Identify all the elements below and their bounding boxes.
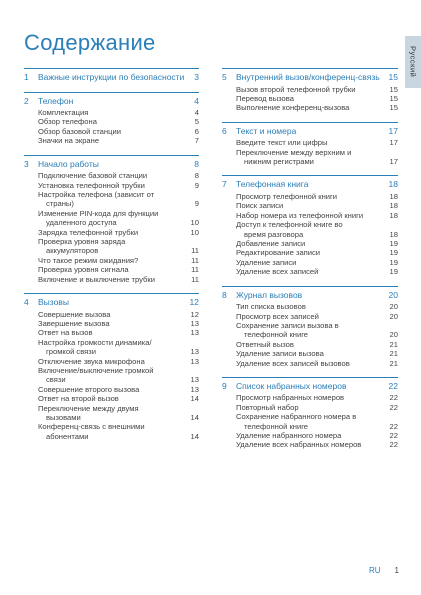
toc-entry[interactable] <box>222 157 398 166</box>
toc-entry-page: 4 <box>194 108 199 117</box>
toc-entry-title: Установка телефонной трубки <box>38 180 145 190</box>
toc-entry[interactable] <box>222 220 398 229</box>
toc-entry-title: Удаление всех набранных номеров <box>236 440 362 450</box>
toc-entry-page: 19 <box>389 267 398 277</box>
toc-section <box>24 155 199 284</box>
toc-right-column <box>222 68 398 459</box>
toc-entry-page: 20 <box>389 302 398 312</box>
toc-entry-title: Повторный набор <box>236 402 299 412</box>
section-title: Важные инструкции по безопасности <box>38 72 185 82</box>
toc-entry-title: Отключение звука микрофона <box>38 356 145 366</box>
toc-entry[interactable] <box>24 246 199 255</box>
toc-entry-page: 13 <box>190 384 199 394</box>
toc-entry-title: страны) <box>46 199 74 209</box>
toc-entry-title: Редактирование записи <box>236 248 321 258</box>
toc-entry-page: 13 <box>190 375 199 385</box>
toc-entry-page: 18 <box>389 191 398 201</box>
toc-entry-title: Зарядка телефонной трубки <box>38 227 139 237</box>
toc-entry[interactable] <box>24 117 199 126</box>
toc-entry[interactable] <box>222 94 398 103</box>
toc-entry-page: 22 <box>389 431 398 441</box>
toc-left-column <box>24 68 199 450</box>
toc-entry-page: 14 <box>190 431 199 441</box>
toc-section-heading[interactable] <box>24 297 199 308</box>
toc-entry[interactable] <box>222 239 398 248</box>
section-page: 20 <box>388 289 398 300</box>
toc-entry[interactable] <box>222 403 398 412</box>
toc-entry-page: 22 <box>389 402 398 412</box>
toc-entry[interactable] <box>222 201 398 210</box>
toc-entry[interactable] <box>24 357 199 366</box>
toc-section-heading[interactable] <box>222 72 398 83</box>
toc-entry-title: Включение и выключение трубки <box>38 274 155 284</box>
toc-entry-page: 11 <box>191 274 199 284</box>
section-page: 3 <box>194 72 199 82</box>
toc-entry[interactable] <box>24 181 199 190</box>
toc-entry-page: 8 <box>194 171 199 181</box>
toc-entry-title: Совершение второго вызова <box>38 384 140 394</box>
toc-entry-page: 18 <box>389 201 398 211</box>
section-number: 1 <box>24 72 29 82</box>
page-footer <box>369 566 399 575</box>
toc-entry[interactable] <box>24 136 199 145</box>
toc-section <box>24 293 199 441</box>
toc-entry[interactable] <box>222 393 398 402</box>
section-page: 18 <box>388 179 398 190</box>
toc-entry-title: связи <box>46 375 66 385</box>
toc-entry[interactable] <box>222 258 398 267</box>
toc-entry-title: аккумуляторов <box>46 246 99 256</box>
toc-entry-page: 19 <box>389 238 398 248</box>
toc-entry-title: Поиск записи <box>236 201 284 211</box>
toc-entry-title: Изменение PIN-кода для функции <box>38 208 159 218</box>
section-number: 2 <box>24 95 29 106</box>
toc-section-heading[interactable] <box>24 96 199 107</box>
toc-entry-title: громкой связи <box>46 347 97 357</box>
toc-entry[interactable] <box>24 413 199 422</box>
toc-entry-title: Значки на экране <box>38 136 100 146</box>
toc-entry-title: телефонной книге <box>244 330 309 340</box>
toc-entry-title: Тип списка вызовов <box>236 302 306 312</box>
toc-entry-title: Переключение между двумя <box>38 403 139 413</box>
toc-entry-title: Подключение базовой станции <box>38 171 148 181</box>
toc-section <box>24 68 199 83</box>
toc-entry-title: Удаление всех записей вызовов <box>236 358 350 368</box>
toc-section-heading[interactable] <box>222 381 398 392</box>
toc-entry-title: Сохранение набранного номера в <box>236 412 357 422</box>
toc-entry-page: 13 <box>190 347 199 357</box>
toc-entry[interactable] <box>222 340 398 349</box>
toc-entry-title: Перевод вызова <box>236 93 294 103</box>
toc-entry[interactable] <box>222 148 398 157</box>
toc-entry-page: 13 <box>190 318 199 328</box>
toc-section <box>222 68 398 113</box>
toc-entry[interactable] <box>24 347 199 356</box>
toc-entry-title: Удаление записи вызова <box>236 349 324 359</box>
toc-section-heading[interactable] <box>222 179 398 190</box>
section-page: 4 <box>194 95 199 106</box>
toc-entry[interactable] <box>24 190 199 199</box>
toc-entry-title: Добавление записи <box>236 238 306 248</box>
toc-entry-page: 13 <box>190 356 199 366</box>
toc-entry-title: Проверка уровня заряда <box>38 236 126 246</box>
toc-entry-page: 10 <box>190 227 199 237</box>
section-title: Телефон <box>38 95 74 106</box>
toc-entry-title: время разговора <box>244 229 304 239</box>
toc-entry[interactable] <box>222 440 398 449</box>
toc-entry[interactable] <box>222 349 398 358</box>
toc-entry[interactable] <box>222 359 398 368</box>
toc-entry-page: 18 <box>389 210 398 220</box>
toc-entry-page: 22 <box>389 393 398 403</box>
footer-language: RU <box>368 566 381 575</box>
toc-entry-page: 18 <box>389 229 398 239</box>
toc-entry[interactable] <box>24 228 199 237</box>
toc-entry-title: Комплектация <box>38 108 89 117</box>
toc-entry-page: 15 <box>389 84 398 94</box>
toc-entry-title: телефонной книге <box>244 421 309 431</box>
toc-entry-page: 11 <box>191 265 199 275</box>
toc-entry-page: 12 <box>190 309 199 319</box>
toc-entry-page: 7 <box>194 136 199 146</box>
toc-entry-page: 11 <box>191 255 199 265</box>
toc-entry[interactable] <box>222 431 398 440</box>
toc-entry-title: Переключение между верхним и <box>236 147 352 157</box>
language-tab-label: Русский <box>408 46 418 78</box>
toc-entry-page: 10 <box>190 218 199 228</box>
toc-entry-page: 11 <box>191 246 199 256</box>
toc-entry[interactable] <box>222 321 398 330</box>
toc-entry-title: Включение/выключение громкой <box>38 365 154 375</box>
toc-entry-title: Просмотр набранных номеров <box>236 393 345 403</box>
toc-section <box>24 92 199 146</box>
toc-entry[interactable] <box>24 209 199 218</box>
toc-entry[interactable] <box>24 375 199 384</box>
toc-entry[interactable] <box>24 422 199 431</box>
toc-section-heading[interactable] <box>24 72 199 83</box>
toc-entry[interactable] <box>24 127 199 136</box>
toc-entry-title: вызовами <box>46 412 81 422</box>
toc-entry-page: 5 <box>194 117 199 127</box>
toc-entry-title: Удаление набранного номера <box>236 431 342 441</box>
toc-entry-page: 15 <box>389 93 398 103</box>
toc-entry[interactable] <box>24 432 199 441</box>
toc-entry-page: 21 <box>389 358 398 368</box>
toc-entry[interactable] <box>222 230 398 239</box>
toc-entry-title: удаленного доступа <box>46 218 117 228</box>
toc-entry[interactable] <box>24 310 199 319</box>
toc-entry-page: 6 <box>194 126 199 136</box>
toc-entry-title: Обзор телефона <box>38 117 97 127</box>
section-number: 4 <box>24 297 29 307</box>
toc-section-heading[interactable] <box>222 290 398 301</box>
toc-entry-page: 22 <box>389 421 398 431</box>
toc-entry-title: Вызов второй телефонной трубки <box>236 84 356 94</box>
section-page: 12 <box>189 297 199 307</box>
toc-section-heading[interactable] <box>222 126 398 137</box>
toc-entry-title: Набор номера из телефонной книги <box>236 210 364 220</box>
toc-entry-title: Обзор базовой станции <box>38 126 121 136</box>
toc-entry[interactable] <box>222 103 398 112</box>
toc-entry-title: нижним регистрами <box>244 157 314 167</box>
section-title: Текст и номера <box>236 125 297 136</box>
language-tab <box>405 36 421 88</box>
section-page: 15 <box>388 72 398 82</box>
toc-entry[interactable] <box>222 267 398 276</box>
toc-entry[interactable] <box>222 248 398 257</box>
toc-entry-page: 9 <box>194 199 199 209</box>
toc-entry[interactable] <box>24 171 199 180</box>
toc-entry-title: Ответный вызов <box>236 339 294 349</box>
toc-section <box>222 122 398 167</box>
section-page: 17 <box>388 125 398 136</box>
toc-section <box>222 286 398 368</box>
toc-entry-title: Ответ на второй вызов <box>38 394 119 404</box>
toc-entry-title: абонентами <box>46 431 89 441</box>
section-number: 6 <box>222 125 227 136</box>
toc-section <box>222 377 398 450</box>
toc-entry-page: 20 <box>389 311 398 321</box>
toc-entry-page: 9 <box>194 180 199 190</box>
toc-entry-title: Удаление записи <box>236 257 297 267</box>
toc-entry-page: 13 <box>190 328 199 338</box>
section-title: Вызовы <box>38 297 69 307</box>
section-number: 3 <box>24 158 29 169</box>
section-title: Телефонная книга <box>236 179 309 190</box>
toc-entry-title: Сохранение записи вызова в <box>236 320 339 330</box>
section-title: Начало работы <box>38 158 99 169</box>
toc-entry-title: Настройка громкости динамика/ <box>38 337 152 347</box>
toc-entry[interactable] <box>24 394 199 403</box>
toc-entry-page: 21 <box>389 339 398 349</box>
toc-entry[interactable] <box>222 422 398 431</box>
toc-entry[interactable] <box>24 108 199 117</box>
section-page: 8 <box>194 158 199 169</box>
toc-entry-page: 17 <box>389 138 398 148</box>
section-number: 5 <box>222 72 227 82</box>
toc-entry[interactable] <box>24 237 199 246</box>
toc-entry-page: 22 <box>389 440 398 450</box>
toc-entry[interactable] <box>24 256 199 265</box>
section-number: 9 <box>222 380 227 391</box>
toc-entry[interactable] <box>24 338 199 347</box>
toc-entry-page: 21 <box>389 349 398 359</box>
toc-entry-page: 14 <box>190 394 199 404</box>
toc-entry-title: Просмотр телефонной книги <box>236 191 338 201</box>
toc-entry[interactable] <box>24 404 199 413</box>
toc-entry[interactable] <box>222 85 398 94</box>
toc-entry-title: Проверка уровня сигнала <box>38 265 129 275</box>
toc-entry[interactable] <box>24 319 199 328</box>
toc-entry[interactable] <box>24 265 199 274</box>
section-page: 22 <box>388 380 398 391</box>
toc-entry-title: Удаление всех записей <box>236 267 319 277</box>
toc-entry[interactable] <box>222 302 398 311</box>
toc-entry-page: 14 <box>190 412 199 422</box>
toc-entry-title: Ответ на вызов <box>38 328 93 338</box>
toc-entry-title: Выполнение конференц-вызова <box>236 103 350 113</box>
toc-entry-page: 17 <box>389 157 398 167</box>
section-title: Журнал вызовов <box>236 289 303 300</box>
toc-entry[interactable] <box>222 330 398 339</box>
page-title: Содержание <box>24 30 156 55</box>
toc-entry-page: 20 <box>389 330 398 340</box>
toc-entry[interactable] <box>222 412 398 421</box>
section-title: Внутренний вызов/конференц-связь <box>236 72 380 82</box>
toc-entry[interactable] <box>222 138 398 147</box>
toc-entry[interactable] <box>222 211 398 220</box>
footer-page-number: 1 <box>394 566 399 575</box>
toc-entry-title: Настройка телефона (зависит от <box>38 189 155 199</box>
section-number: 8 <box>222 289 227 300</box>
toc-entry-title: Что такое режим ожидания? <box>38 255 139 265</box>
toc-entry[interactable] <box>24 366 199 375</box>
toc-entry-page: 15 <box>389 103 398 113</box>
toc-entry-page: 19 <box>389 257 398 267</box>
toc-entry-title: Введите текст или цифры <box>236 138 328 148</box>
section-title: Список набранных номеров <box>236 380 347 391</box>
toc-entry[interactable] <box>222 192 398 201</box>
section-number: 7 <box>222 179 227 190</box>
toc-entry[interactable] <box>24 385 199 394</box>
toc-entry-title: Завершение вызова <box>38 318 110 328</box>
toc-entry[interactable] <box>24 275 199 284</box>
toc-entry[interactable] <box>222 312 398 321</box>
toc-entry[interactable] <box>24 218 199 227</box>
toc-entry-page: 19 <box>389 248 398 258</box>
toc-entry-title: Доступ к телефонной книге во <box>236 220 343 230</box>
toc-entry[interactable] <box>24 328 199 337</box>
toc-section-heading[interactable] <box>24 159 199 170</box>
toc-entry-title: Совершение вызова <box>38 309 111 319</box>
toc-section <box>222 175 398 276</box>
toc-entry[interactable] <box>24 199 199 208</box>
toc-entry-title: Просмотр всех записей <box>236 311 319 321</box>
toc-entry-title: Конференц-связь с внешними <box>38 422 145 432</box>
